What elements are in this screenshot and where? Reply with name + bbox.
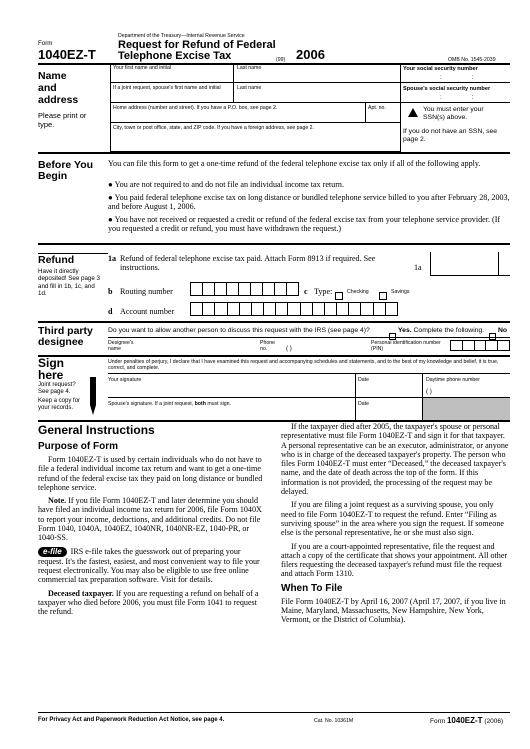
routing-number-field[interactable] xyxy=(190,282,299,296)
digit-cell[interactable] xyxy=(313,302,325,316)
ssn-field[interactable]: : : xyxy=(440,74,488,81)
account-number-field[interactable] xyxy=(190,302,398,316)
digit-cell[interactable] xyxy=(275,282,287,296)
efile-logo-icon: e-file xyxy=(38,547,67,557)
before-begin-bullet-2: ● You paid federal telephone excise tax on long distance or bundled telephone service billed to you after February 28, 2003, and before August 1, 2006. xyxy=(108,193,510,212)
account-label: Account number xyxy=(120,307,175,316)
apt-field[interactable] xyxy=(366,111,399,121)
spouse-last-name-field[interactable] xyxy=(234,91,399,101)
before-begin-heading: Before You Begin xyxy=(38,159,94,182)
catalog-number: Cat. No. 10361M xyxy=(314,718,354,724)
last-name-label: Last name xyxy=(237,65,262,71)
date2-label: Date xyxy=(358,401,369,407)
spouse-first-name-field[interactable] xyxy=(111,91,232,101)
spouse-signature-field[interactable] xyxy=(108,407,353,419)
daytime-phone-field[interactable]: ( ) xyxy=(426,388,432,395)
spouse-ssn-label: Spouse's social security number xyxy=(403,86,491,92)
digit-cell[interactable] xyxy=(287,282,299,296)
pin-field[interactable] xyxy=(450,340,510,351)
digit-cell[interactable] xyxy=(252,302,264,316)
third-party-heading: Third party designee xyxy=(38,325,93,348)
digit-cell[interactable] xyxy=(251,282,263,296)
sign-pen-icon xyxy=(86,375,100,419)
form-title-line1: Request for Refund of Federal xyxy=(118,39,276,51)
your-signature-field[interactable] xyxy=(108,384,353,396)
designee-name-label: Designee's name xyxy=(108,340,134,352)
refund-heading: Refund xyxy=(38,254,75,266)
form-number: 1040EZ-T xyxy=(38,47,96,62)
digit-cell[interactable] xyxy=(276,302,288,316)
digit-cell[interactable] xyxy=(263,282,275,296)
name-heading: Name and address xyxy=(38,70,79,106)
line-1c-letter: c xyxy=(304,287,308,296)
your-signature-label: Your signature xyxy=(108,377,142,383)
shaded-area xyxy=(423,398,510,420)
digit-cell[interactable] xyxy=(475,340,487,351)
digit-cell[interactable] xyxy=(288,302,300,316)
third-party-no-label: No xyxy=(498,327,508,334)
first-name-field[interactable] xyxy=(111,71,232,81)
before-begin-intro: You can file this form to get a one-time refund of the federal telephone excise tax only if all of the following apply. xyxy=(108,159,481,168)
digit-cell[interactable] xyxy=(337,302,349,316)
date-label: Date xyxy=(358,377,369,383)
form-title-line2: Telephone Excise Tax xyxy=(118,50,232,62)
digit-cell[interactable] xyxy=(215,302,227,316)
spouse-ssn-field[interactable]: : : xyxy=(440,94,488,101)
digit-cell[interactable] xyxy=(190,302,203,316)
routing-label: Routing number xyxy=(120,287,173,296)
digit-cell[interactable] xyxy=(463,340,475,351)
when-to-file-text: File Form 1040EZ-T by April 16, 2007 (April 17, 2007, if you live in Maine, Maryland, Massachusetts, New Hampshire, New York, Vermont, or the District of Columbia). xyxy=(281,596,506,625)
digit-cell[interactable] xyxy=(486,340,498,351)
line-1b-letter: b xyxy=(108,287,113,296)
type-label: Type: xyxy=(314,287,333,296)
omb-number: OMB No. 1545-2039 xyxy=(448,57,496,63)
footer-form-id: Form 1040EZ-T (2006) xyxy=(430,716,504,725)
home-address-field[interactable] xyxy=(111,111,364,121)
right-column xyxy=(281,422,510,629)
digit-cell[interactable] xyxy=(349,302,361,316)
purpose-paragraph: Form 1040EZ-T is used by certain individuals who do not have to file a federal individual income tax return and want to get a one-time refund of the federal excise tax they paid on long distance or bundled telephone service. xyxy=(38,455,263,492)
before-begin-bullet-3: ● You have not received or requested a credit or refund of the federal excise tax from your telephone service provider. (If you requested a credit or refund, you must have withdrawn the request.) xyxy=(108,215,501,234)
savings-label: Savings xyxy=(391,289,410,295)
designee-phone-field[interactable]: ( ) xyxy=(286,345,292,352)
department: Department of the Treasury—Internal Revenue Service xyxy=(118,33,245,39)
digit-cell[interactable] xyxy=(325,302,337,316)
form-code: (99) xyxy=(276,57,286,63)
general-instructions-title: General Instructions xyxy=(38,423,155,437)
apt-label: Apt. no. xyxy=(368,105,386,111)
designee-name-field[interactable] xyxy=(140,340,255,352)
line-1d-letter: d xyxy=(108,307,113,316)
digit-cell[interactable] xyxy=(374,302,386,316)
city-label: City, town or post office, state, and ZIP code. If you have a foreign address, see page 2. xyxy=(113,125,314,131)
city-field[interactable] xyxy=(111,132,399,150)
warning-triangle-icon xyxy=(408,108,418,117)
keep-copy-note: Keep a copy for your records. xyxy=(38,398,81,411)
digit-cell[interactable] xyxy=(301,302,313,316)
print-note: Please print or type. xyxy=(38,111,87,129)
must-enter-note: You must enter your SSN(s) above. xyxy=(423,106,484,121)
digit-cell[interactable] xyxy=(240,302,252,316)
digit-cell[interactable] xyxy=(227,282,239,296)
digit-cell[interactable] xyxy=(264,302,276,316)
efile-paragraph: e-file IRS e-file takes the guesswork out of preparing your request. It's the fastest, easiest, and most convenient way to file your request electronically. You may also be eligible to use free online commercial tax preparation software. Visit for details. xyxy=(38,546,260,585)
line-1a-ref: 1a xyxy=(414,263,422,272)
digit-cell[interactable] xyxy=(386,302,398,316)
refund-amount-field[interactable] xyxy=(431,253,497,274)
right-paragraph-2: If you are filing a joint request as a surviving spouse, you only need to file Form 1040EZ-T to request the refund. Enter “Filing as surviving spouse” in the area where you sign the request. If someone else is the personal representative, he or she must also sign. xyxy=(281,500,504,538)
form-year: 2006 xyxy=(296,47,325,62)
third-party-yes-label: Yes. Complete the following. xyxy=(398,327,485,334)
purpose-heading: Purpose of Form xyxy=(38,441,119,452)
joint-request-note: Joint request? See page 4. xyxy=(38,382,76,395)
daytime-phone-label: Daytime phone number xyxy=(426,377,480,383)
header-rule xyxy=(38,63,510,65)
line-1a-number: 1a xyxy=(108,254,117,263)
third-party-question: Do you want to allow another person to discuss this request with the IRS (see page 4)? xyxy=(108,327,370,334)
digit-cell[interactable] xyxy=(203,302,215,316)
spouse-signature-label: Spouse's signature. If a joint request, both must sign. xyxy=(108,401,231,407)
no-ssn-note: If you do not have an SSN, see page 2. xyxy=(403,128,498,143)
line-1a-text: Refund of federal telephone excise tax paid. Attach Form 8913 if required. See instructions. xyxy=(120,254,376,273)
digit-cell[interactable] xyxy=(239,282,251,296)
digit-cell[interactable] xyxy=(203,282,215,296)
note-paragraph: Note. If you file Form 1040EZ-T and later determine you should have filed an individual income tax return for 2006, file Form 1040X to report your income, deductions, and additional credits. Do not file Form 1040, 1040A, 1040EZ, 1040NR, 1040NR-EZ, 1040-PR, or 1040-SS. xyxy=(38,496,262,543)
form-label: Form xyxy=(38,40,53,47)
last-name-field[interactable] xyxy=(234,71,399,81)
digit-cell[interactable] xyxy=(361,302,373,316)
spouse-last-name-label: Last name xyxy=(237,85,262,91)
deceased-paragraph: Deceased taxpayer. If you are requesting a refund on behalf of a taxpayer who died before 2006, you must file Form 1041 to request the refund. xyxy=(38,588,259,617)
when-to-file-heading: When To File xyxy=(281,582,343,594)
before-begin-bullet-1: ● You are not required to and do not file an individual income tax return. xyxy=(108,180,344,189)
ssn-label: Your social security number xyxy=(403,66,478,72)
digit-cell[interactable] xyxy=(498,340,510,351)
digit-cell[interactable] xyxy=(450,340,463,351)
sign-heading: Sign here xyxy=(38,356,64,382)
digit-cell[interactable] xyxy=(190,282,203,296)
phone-label: Phone no. xyxy=(260,340,276,352)
digit-cell[interactable] xyxy=(215,282,227,296)
pin-label: Personal identification number (PIN) xyxy=(371,340,441,352)
spouse-name-label: If a joint request, spouse's first name and initial xyxy=(113,85,221,91)
first-name-label: Your first name and initial xyxy=(113,65,172,71)
digit-cell[interactable] xyxy=(228,302,240,316)
direct-deposit-note: Have it directly deposited! See page 3 and fill in 1b, 1c, and 1d. xyxy=(38,268,100,297)
right-paragraph-1: If the taxpayer died after 2005, the taxpayer's spouse or personal representative must file Form 1040EZ-T and sign it for that taxpayer. A personal representative can be an executor, administrator, or anyone who is in charge of the deceased taxpayer's property. The person who files Form 1040EZ-T must enter “Deceased,” the deceased taxpayer's name, and the date of death across the top of the form. If this information is not provided, the processing of the request may be delayed. xyxy=(281,422,509,497)
left-column xyxy=(38,455,268,620)
privacy-notice: For Privacy Act and Paperwork Reduction Act Notice, see page 4. xyxy=(38,717,225,723)
checking-label: Checking xyxy=(347,289,369,295)
perjury-statement: Under penalties of perjury, I declare that I have examined this request and accompanying schedules and statements, and to the best of my knowledge and belief, it is true, correct, and complete. xyxy=(108,359,499,371)
home-address-label: Home address (number and street). If you have a P.O. box, see page 2. xyxy=(113,105,278,111)
right-paragraph-3: If you are a court-appointed representative, file the request and attach a copy of the certificate that shows your appointment. All other filers requesting the deceased taxpayer's refund must file the request and attach Form 1310. xyxy=(281,541,508,579)
